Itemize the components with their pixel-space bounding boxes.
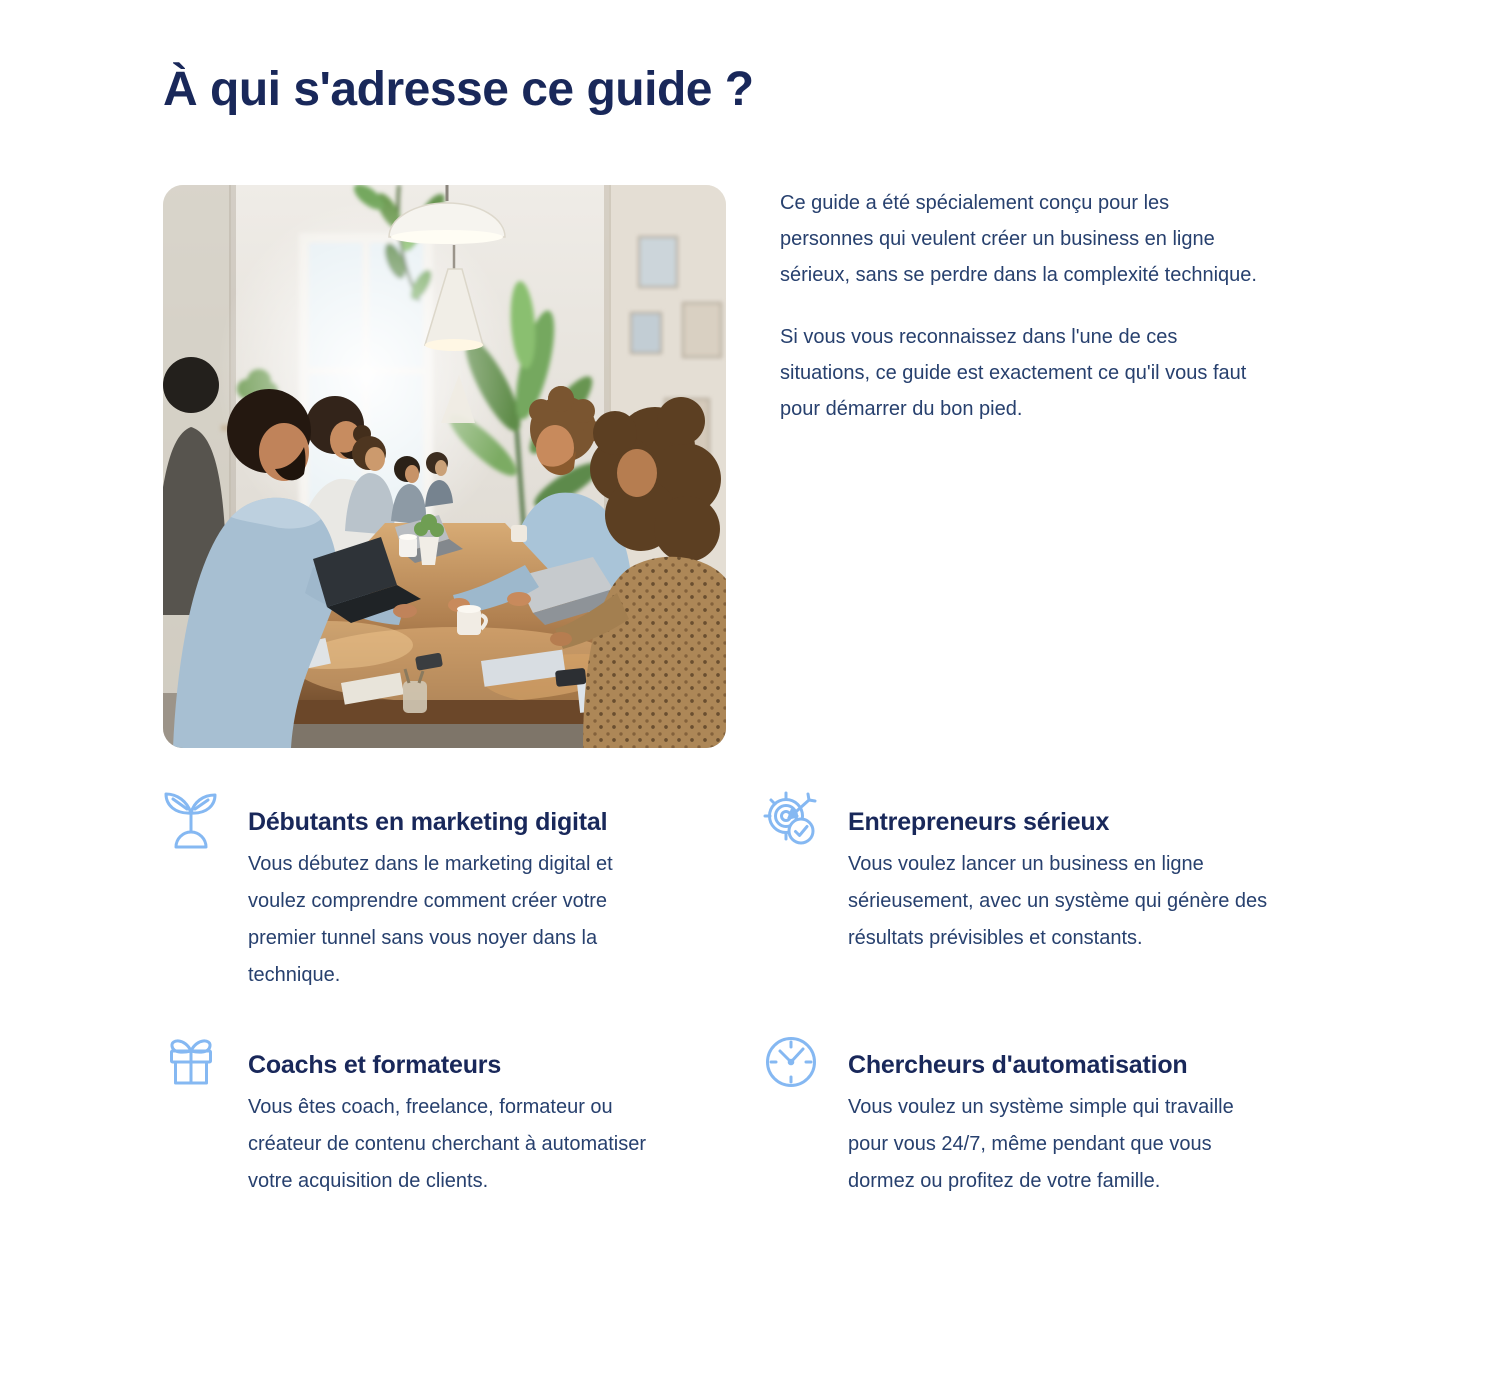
audience-features-grid [163, 791, 1337, 1200]
feature-title: Entrepreneurs sérieux [848, 808, 1110, 837]
gift-icon [163, 1034, 219, 1095]
feature-title: Débutants en marketing digital [248, 808, 608, 837]
intro-paragraph-2: Si vous vous reconnaissez dans l'une de ces situations, ce guide est exactement ce qu'il vous faut pour démarrer du bon pied. [780, 326, 1247, 421]
feature-description: Vous voulez lancer un business en ligne sérieusement, avec un système qui génère des résultats prévisibles et constants. [848, 853, 1268, 950]
coworking-illustration [163, 185, 726, 748]
sprout-icon [163, 791, 219, 858]
feature-debutants [163, 791, 737, 994]
feature-coachs [163, 1034, 737, 1200]
feature-automatisation [763, 1034, 1337, 1200]
coworking-team-photo [163, 185, 726, 748]
intro-text [780, 185, 1257, 453]
feature-description: Vous voulez un système simple qui travaille pour vous 24/7, même pendant que vous dormez ou profitez de votre famille. [848, 1096, 1234, 1193]
target-check-icon [763, 791, 819, 852]
feature-description: Vous débutez dans le marketing digital et voulez comprendre comment créer votre premier tunnel sans vous noyer dans la technique. [248, 853, 613, 987]
clock-icon [763, 1034, 819, 1095]
feature-title: Chercheurs d'automatisation [848, 1051, 1188, 1080]
feature-entrepreneurs [763, 791, 1337, 994]
page-title: À qui s'adresse ce guide ? [163, 63, 754, 116]
feature-title: Coachs et formateurs [248, 1051, 502, 1080]
feature-description: Vous êtes coach, freelance, formateur ou créateur de contenu cherchant à automatiser votre acquisition de clients. [248, 1096, 647, 1193]
intro-paragraph-1: Ce guide a été spécialement conçu pour les personnes qui veulent créer un business en ligne sérieux, sans se perdre dans la complexité technique. [780, 192, 1257, 287]
